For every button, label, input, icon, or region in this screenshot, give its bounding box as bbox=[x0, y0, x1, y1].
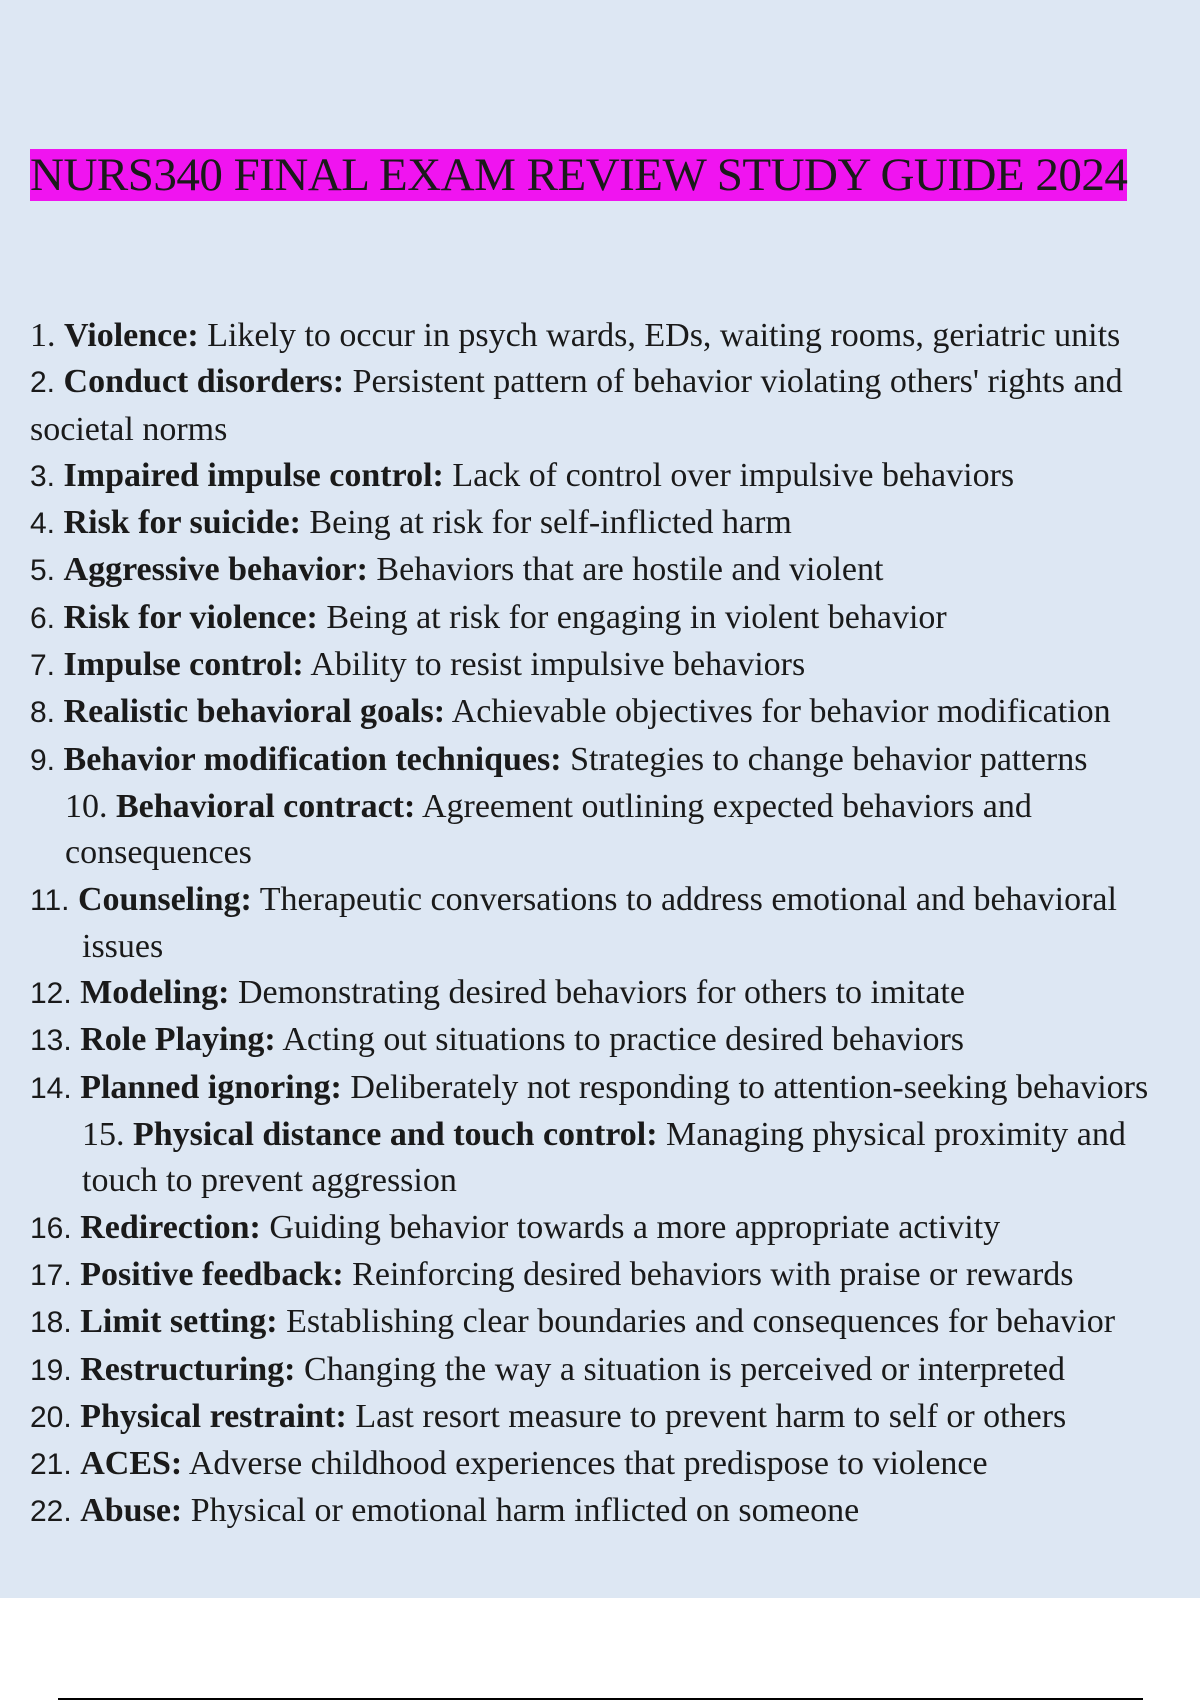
list-item: 8. Realistic behavioral goals: Achievable objectives for behavior modification bbox=[30, 693, 1111, 731]
list-item: 2. Conduct disorders: Persistent pattern of behavior violating others' rights and societal norms bbox=[30, 363, 1123, 448]
list-item: 20. Physical restraint: Last resort measure to prevent harm to self or others bbox=[30, 1397, 1067, 1435]
item-definition: Last resort measure to prevent harm to self or others bbox=[355, 1397, 1067, 1435]
item-definition: Lack of control over impulsive behaviors bbox=[452, 456, 1015, 494]
item-definition: Therapeutic conversations to address emotional and behavioral issues bbox=[82, 880, 1117, 965]
list-item: 10. Behavioral contract: Agreement outlining expected behaviors and consequences bbox=[65, 787, 1032, 872]
list-item: 6. Risk for violence: Being at risk for engaging in violent behavior bbox=[30, 598, 947, 636]
item-definition: Establishing clear boundaries and consequences for behavior bbox=[286, 1303, 1116, 1341]
list-item: 12. Modeling: Demonstrating desired behaviors for others to imitate bbox=[30, 974, 965, 1012]
list-item: 13. Role Playing: Acting out situations to practice desired behaviors bbox=[30, 1021, 965, 1059]
list-item: 18. Limit setting: Establishing clear boundaries and consequences for behavior bbox=[30, 1303, 1116, 1341]
list-item: 5. Aggressive behavior: Behaviors that are hostile and violent bbox=[30, 551, 884, 589]
item-term: Behavioral contract: bbox=[116, 787, 416, 825]
item-term: Impulse control: bbox=[63, 646, 304, 684]
item-term: Conduct disorders: bbox=[63, 363, 345, 401]
item-definition: Physical or emotional harm inflicted on someone bbox=[190, 1492, 860, 1530]
item-term: Aggressive behavior: bbox=[63, 551, 368, 589]
list-item: 16. Redirection: Guiding behavior towards a more appropriate activity bbox=[30, 1208, 1001, 1246]
definition-list bbox=[30, 313, 1195, 1536]
list-item: 14. Planned ignoring: Deliberately not responding to attention-seeking behaviors 15. Physical distance and touch control: Managing physical proximity and touch to prevent aggression bbox=[30, 1068, 1149, 1200]
item-term: Realistic behavioral goals: bbox=[63, 693, 446, 731]
item-definition: Changing the way a situation is perceived or interpreted bbox=[304, 1350, 1065, 1388]
item-definition: Deliberately not responding to attention-seeking behaviors bbox=[350, 1068, 1149, 1106]
item-term: Abuse: bbox=[80, 1492, 183, 1530]
list-item: 9. Behavior modification techniques: Strategies to change behavior patterns bbox=[30, 740, 1088, 778]
list-item: 7. Impulse control: Ability to resist impulsive behaviors bbox=[30, 646, 806, 684]
list-item: 21. ACES: Adverse childhood experiences that predispose to violence bbox=[30, 1445, 988, 1483]
item-definition: Ability to resist impulsive behaviors bbox=[310, 646, 806, 684]
item-term: Positive feedback: bbox=[80, 1255, 344, 1293]
item-definition: Likely to occur in psych wards, EDs, waiting rooms, geriatric units bbox=[207, 317, 1121, 354]
item-definition: Acting out situations to practice desired behaviors bbox=[282, 1021, 965, 1059]
list-item: 1. Violence: Likely to occur in psych wards, EDs, waiting rooms, geriatric units bbox=[30, 317, 1121, 354]
item-term: Restructuring: bbox=[80, 1350, 296, 1388]
list-item: 17. Positive feedback: Reinforcing desired behaviors with praise or rewards bbox=[30, 1255, 1074, 1293]
item-term: Planned ignoring: bbox=[80, 1068, 342, 1106]
item-definition: Behaviors that are hostile and violent bbox=[376, 551, 884, 589]
item-definition: Strategies to change behavior patterns bbox=[570, 740, 1088, 778]
item-definition: Achievable objectives for behavior modification bbox=[451, 693, 1111, 731]
item-term: Modeling: bbox=[80, 974, 230, 1012]
item-definition: Reinforcing desired behaviors with praise or rewards bbox=[352, 1255, 1074, 1293]
item-term: ACES: bbox=[80, 1445, 183, 1483]
item-term: Risk for suicide: bbox=[63, 504, 301, 542]
list-item: 19. Restructuring: Changing the way a situation is perceived or interpreted bbox=[30, 1350, 1065, 1388]
item-term: Impaired impulse control: bbox=[63, 456, 444, 494]
document-title-text: NURS340 FINAL EXAM REVIEW STUDY GUIDE 2024 bbox=[30, 149, 1128, 201]
item-definition: Adverse childhood experiences that predispose to violence bbox=[188, 1445, 988, 1483]
item-definition: Being at risk for engaging in violent behavior bbox=[326, 598, 947, 636]
item-term: Redirection: bbox=[80, 1208, 261, 1246]
item-definition: Guiding behavior towards a more appropriate activity bbox=[269, 1208, 1001, 1246]
list-item: 22. Abuse: Physical or emotional harm inflicted on someone bbox=[30, 1492, 860, 1530]
item-term: Role Playing: bbox=[80, 1021, 276, 1059]
item-term: Physical distance and touch control: bbox=[133, 1116, 658, 1154]
item-term: Risk for violence: bbox=[63, 598, 318, 636]
item-definition: Managing physical proximity and touch to prevent aggression bbox=[82, 1116, 1126, 1200]
item-definition: Being at risk for self-inflicted harm bbox=[309, 504, 792, 542]
list-item: 4. Risk for suicide: Being at risk for self-inflicted harm bbox=[30, 504, 792, 542]
document-title bbox=[30, 145, 1150, 205]
item-term: Counseling: bbox=[77, 880, 252, 918]
list-item: 11. Counseling: Therapeutic conversations to address emotional and behavioral issues bbox=[30, 880, 1117, 965]
item-definition: Demonstrating desired behaviors for others to imitate bbox=[237, 974, 965, 1012]
item-term: Violence: bbox=[64, 317, 199, 354]
list-item: 3. Impaired impulse control: Lack of control over impulsive behaviors bbox=[30, 456, 1015, 494]
item-term: Behavior modification techniques: bbox=[63, 740, 562, 778]
item-term: Limit setting: bbox=[80, 1303, 278, 1341]
item-term: Physical restraint: bbox=[80, 1397, 347, 1435]
item-definition: Persistent pattern of behavior violating others' rights and societal norms bbox=[30, 363, 1123, 448]
item-definition: Agreement outlining expected behaviors and consequences bbox=[65, 787, 1032, 872]
